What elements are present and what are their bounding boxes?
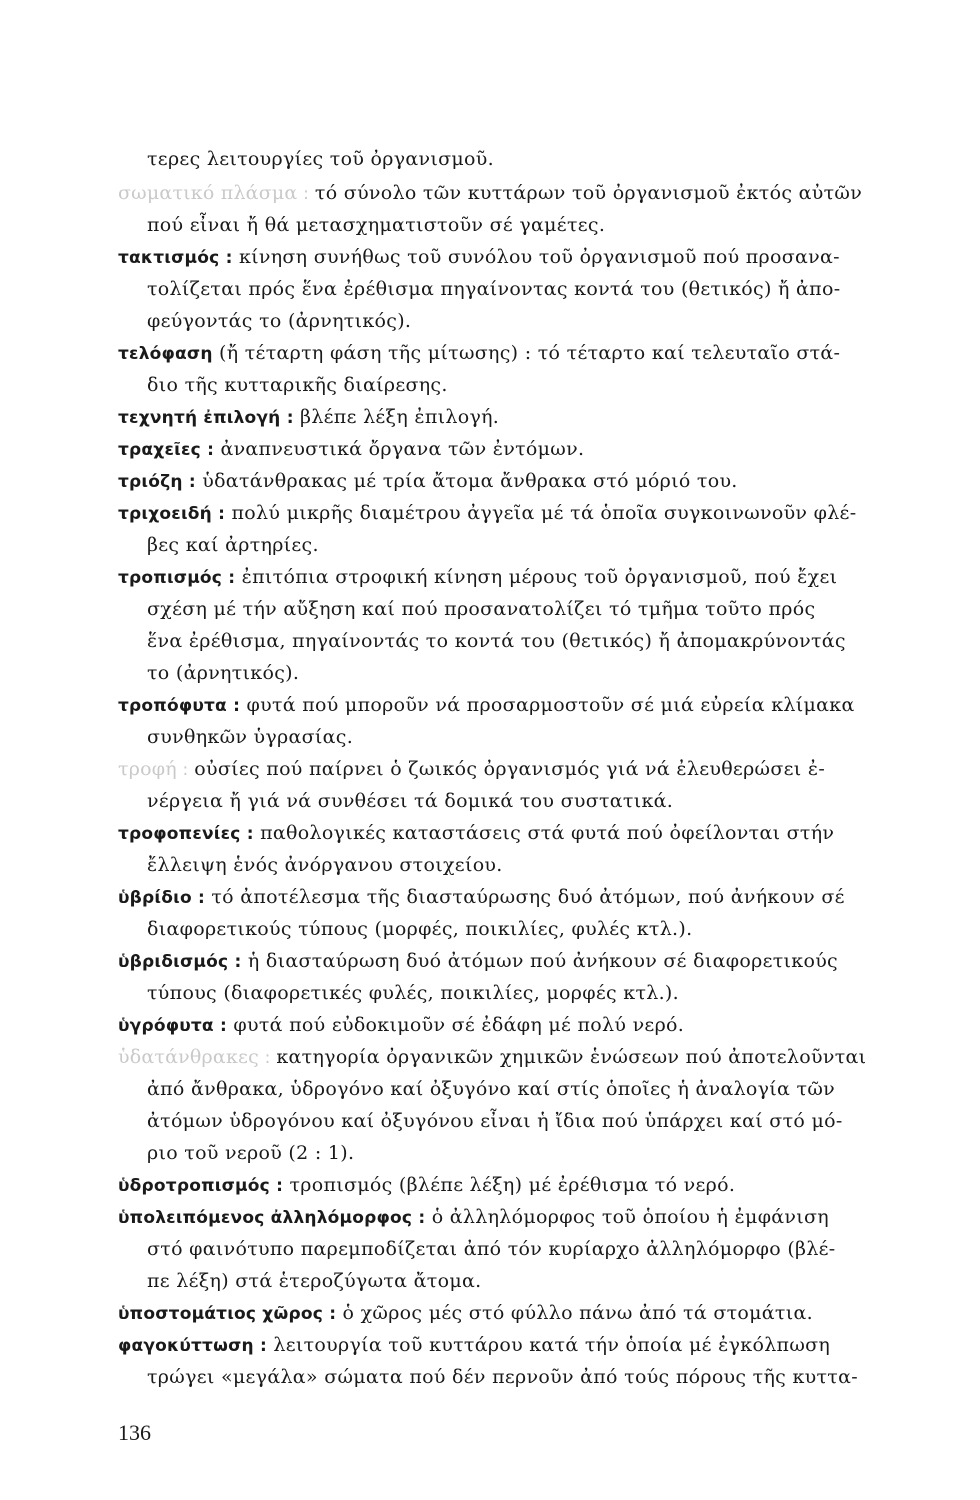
entry-term: τροπισμός bbox=[118, 568, 223, 588]
glossary-entry bbox=[118, 244, 888, 271]
continuation-line bbox=[147, 1140, 887, 1166]
continuation-line bbox=[147, 724, 887, 750]
glossary-entry bbox=[118, 436, 888, 463]
glossary-entry bbox=[118, 1300, 888, 1327]
entry-term: ὑποστομάτιος χῶρος bbox=[118, 1304, 323, 1324]
glossary-entry bbox=[118, 564, 888, 591]
entry-term: τριχοειδή bbox=[118, 504, 212, 524]
glossary-entry bbox=[118, 1204, 888, 1231]
continuation-line bbox=[147, 1268, 887, 1294]
continuation-line bbox=[147, 660, 887, 686]
line-text: το (ἀρνητικός). bbox=[147, 662, 300, 684]
entry-separator: : bbox=[412, 1208, 432, 1228]
line-text: τερες λειτουργίες τοῦ ὀργανισμοῦ. bbox=[147, 148, 494, 170]
continuation-line bbox=[147, 146, 887, 172]
continuation-line bbox=[147, 916, 887, 942]
entry-separator: : bbox=[258, 1048, 277, 1068]
glossary-entry bbox=[118, 1012, 888, 1039]
entry-definition: τό σύνολο τῶν κυττάρων τοῦ ὀργανισμοῦ ἐκτός αὐτῶν bbox=[314, 182, 863, 204]
continuation-line bbox=[147, 212, 887, 238]
entry-term: τακτισμός bbox=[118, 248, 220, 268]
entry-separator: : bbox=[240, 824, 261, 844]
glossary-entry bbox=[118, 500, 888, 527]
entry-term: τελόφαση bbox=[118, 344, 213, 364]
line-text: τολίζεται πρός ἕνα ἐρέθισμα πηγαίνοντας κοντά του (θετικός) ἤ ἀπο- bbox=[147, 278, 841, 300]
line-text: σχέση μέ τήν αὔξηση καί πού προσανατολίζει τό τμῆμα τοῦτο πρός bbox=[147, 598, 816, 620]
continuation-line bbox=[147, 1108, 887, 1134]
line-text: διαφορετικούς τύπους (μορφές, ποικιλίες, φυλές κτλ.). bbox=[147, 918, 693, 940]
entry-definition: ἀναπνευστικά ὄργανα τῶν ἐντόμων. bbox=[220, 438, 585, 460]
entry-definition: τροπισμός (βλέπε λέξη) μέ ἐρέθισμα τό νερό. bbox=[289, 1174, 736, 1196]
entry-separator: : bbox=[280, 408, 301, 428]
entry-definition: ὑδατάνθρακας μέ τρία ἄτομα ἄνθρακα στό μόριό του. bbox=[202, 470, 738, 492]
line-text: τύπους (διαφορετικές φυλές, ποικιλίες, μορφές κτλ.). bbox=[147, 982, 679, 1004]
glossary-entry bbox=[118, 340, 888, 367]
line-text: πε λέξη) στά ἑτεροζύγωτα ἄτομα. bbox=[147, 1270, 482, 1292]
continuation-line bbox=[147, 596, 887, 622]
entry-term: ὑβριδισμός bbox=[118, 952, 229, 972]
entry-term: τραχεῖες bbox=[118, 440, 201, 460]
glossary-entry bbox=[118, 1172, 888, 1199]
line-text: ριο τοῦ νεροῦ (2 : 1). bbox=[147, 1142, 355, 1164]
entry-separator: : bbox=[213, 1016, 234, 1036]
glossary-entry bbox=[118, 820, 888, 847]
line-text: ἀπό ἄνθρακα, ὑδρογόνο καί ὀξυγόνο καί στίς ὁποῖες ἡ ἀναλογία τῶν bbox=[147, 1078, 835, 1100]
entry-term: ὑβρίδιο bbox=[118, 888, 192, 908]
entry-definition: ἡ διασταύρωση δυό ἀτόμων πού ἀνήκουν σέ διαφορετικούς bbox=[247, 950, 838, 972]
entry-definition: λειτουργία τοῦ κυττάρου κατά τήν ὁποία μέ ἐγκόλπωση bbox=[273, 1334, 831, 1356]
continuation-line bbox=[147, 788, 887, 814]
entry-definition: κατηγορία ὀργανικῶν χημικῶν ἑνώσεων πού ἀποτελοῦνται bbox=[276, 1046, 867, 1068]
entry-definition: πολύ μικρῆς διαμέτρου ἀγγεῖα μέ τά ὁποῖα συγκοινωνοῦν φλέ- bbox=[231, 502, 857, 524]
entry-separator: : bbox=[228, 952, 248, 972]
entry-term: φαγοκύττωση bbox=[118, 1336, 254, 1356]
entry-separator: : bbox=[226, 696, 247, 716]
entry-separator: : bbox=[191, 888, 212, 908]
entry-definition: ὁ ἀλληλόμορφος τοῦ ὁποίου ἡ ἐμφάνιση bbox=[431, 1206, 829, 1228]
entry-separator: : bbox=[200, 440, 221, 460]
glossary-entry bbox=[118, 1044, 888, 1071]
continuation-line bbox=[147, 276, 887, 302]
entry-definition: (ἤ τέταρτη φάση τῆς μίτωσης) : τό τέταρτο καί τελευταῖο στά- bbox=[212, 342, 841, 364]
entry-separator: : bbox=[297, 184, 315, 204]
entry-term: τριόζη bbox=[118, 472, 183, 492]
line-text: ἀτόμων ὑδρογόνου καί ὀξυγόνου εἶναι ἡ ἴδια πού ὑπάρχει καί στό μό- bbox=[147, 1110, 843, 1132]
line-text: συνθηκῶν ὑγρασίας. bbox=[147, 726, 354, 748]
entry-definition: φυτά πού εὐδοκιμοῦν σέ ἐδάφη μέ πολύ νερό. bbox=[233, 1014, 685, 1036]
entry-separator: : bbox=[211, 504, 232, 524]
continuation-line bbox=[147, 980, 887, 1006]
entry-term: τροφή bbox=[118, 758, 177, 780]
glossary-entry bbox=[118, 180, 888, 207]
entry-definition: οὐσίες πού παίρνει ὁ ζωικός ὀργανισμός γιά νά ἐλευθερώσει ἐ- bbox=[194, 758, 826, 780]
entry-definition: ἐπιτόπια στροφική κίνηση μέρους τοῦ ὀργανισμοῦ, πού ἔχει bbox=[241, 566, 838, 588]
glossary-entry bbox=[118, 692, 888, 719]
entry-definition: φυτά πού μποροῦν νά προσαρμοστοῦν σέ μιά εὐρεία κλίμακα bbox=[246, 694, 855, 716]
glossary-entry bbox=[118, 884, 888, 911]
continuation-line bbox=[147, 372, 887, 398]
glossary-entry bbox=[118, 404, 888, 431]
entry-term: ὑδατάνθρακες bbox=[118, 1046, 259, 1068]
entry-term: σωματικό πλάσμα bbox=[118, 182, 298, 204]
entry-definition: βλέπε λέξη ἐπιλογή. bbox=[300, 406, 500, 428]
line-text: πού εἶναι ἤ θά μετασχηματιστοῦν σέ γαμέτες. bbox=[147, 214, 606, 236]
glossary-entry bbox=[118, 468, 888, 495]
line-text: ἕνα ἐρέθισμα, πηγαίνοντάς το κοντά του (θετικός) ἤ ἀπομακρύνοντάς bbox=[147, 630, 846, 652]
entry-term: τροφοπενίες bbox=[118, 824, 241, 844]
continuation-line bbox=[147, 1236, 887, 1262]
entry-separator: : bbox=[253, 1336, 274, 1356]
page-number: 136 bbox=[118, 1420, 151, 1445]
entry-separator: : bbox=[322, 1304, 343, 1324]
glossary-entry bbox=[118, 1332, 888, 1359]
line-text: φεύγοντάς το (ἀρνητικός). bbox=[147, 310, 412, 332]
entry-term: τροπόφυτα bbox=[118, 696, 227, 716]
line-text: νέργεια ἤ γιά νά συνθέσει τά δομικά του συστατικά. bbox=[147, 790, 674, 812]
line-text: ἔλλειψη ἑνός ἀνόργανου στοιχείου. bbox=[147, 854, 503, 876]
continuation-line bbox=[147, 1076, 887, 1102]
entry-term: τεχνητή ἐπιλογή bbox=[118, 408, 281, 428]
continuation-line bbox=[147, 532, 887, 558]
line-text: βες καί ἀρτηρίες. bbox=[147, 534, 319, 556]
entry-separator: : bbox=[176, 760, 195, 780]
continuation-line bbox=[147, 852, 887, 878]
glossary-entry bbox=[118, 756, 888, 783]
entry-term: ὑδροτροπισμός bbox=[118, 1176, 270, 1196]
continuation-line bbox=[147, 1364, 887, 1390]
line-text: διο τῆς κυτταρικῆς διαίρεσης. bbox=[147, 374, 448, 396]
entry-separator: : bbox=[269, 1176, 290, 1196]
entry-separator: : bbox=[182, 472, 203, 492]
line-text: στό φαινότυπο παρεμποδίζεται ἀπό τόν κυρίαρχο ἀλληλόμορφο (βλέ- bbox=[147, 1238, 836, 1260]
entry-definition: παθολογικές καταστάσεις στά φυτά πού ὀφείλονται στήν bbox=[260, 822, 835, 844]
continuation-line bbox=[147, 628, 887, 654]
entry-term: ὑγρόφυτα bbox=[118, 1016, 214, 1036]
entry-term: ὑπολειπόμενος ἀλληλόμορφος bbox=[118, 1208, 413, 1228]
entry-definition: τό ἀποτέλεσμα τῆς διασταύρωσης δυό ἀτόμων, πού ἀνήκουν σέ bbox=[211, 886, 845, 908]
entry-definition: κίνηση συνήθως τοῦ συνόλου τοῦ ὀργανισμοῦ πού προσανα- bbox=[238, 246, 840, 268]
line-text: τρώγει «μεγάλα» σώματα πού δέν περνοῦν ἀπό τούς πόρους τῆς κυττα- bbox=[147, 1366, 858, 1388]
glossary-entry bbox=[118, 948, 888, 975]
entry-separator: : bbox=[222, 568, 242, 588]
entry-separator: : bbox=[219, 248, 239, 268]
entry-definition: ὁ χῶρος μές στό φύλλο πάνω ἀπό τά στομάτια. bbox=[342, 1302, 813, 1324]
continuation-line bbox=[147, 308, 887, 334]
